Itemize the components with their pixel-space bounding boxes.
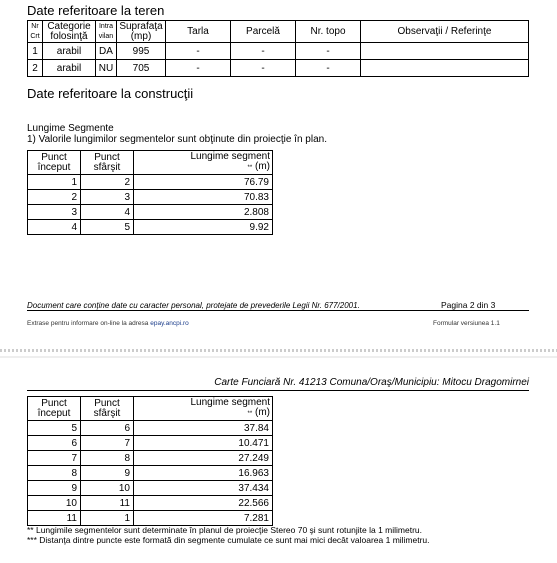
col-tarla: Tarla xyxy=(166,21,231,43)
segmente-note: 1) Valorile lungimilor segmentelor sunt obţinute din proiecţie în plan. xyxy=(27,134,327,145)
table-row: 6 7 10.471 xyxy=(28,436,273,451)
table-row: 10 11 22.566 xyxy=(28,496,273,511)
table-row: 5 6 37.84 xyxy=(28,421,273,436)
segmente-table-1 xyxy=(27,150,273,235)
col-parcela: Parcelă xyxy=(231,21,296,43)
table-row: 11 1 7.281 xyxy=(28,511,273,526)
page-separator-shadow xyxy=(0,356,557,358)
col-punct-inceput: Punct început xyxy=(28,151,81,175)
col-suprafata: Suprafaţa (mp) xyxy=(117,21,166,43)
teren-table xyxy=(27,20,529,77)
table-row: 1 2 76.79 xyxy=(28,175,273,190)
table-row: 3 4 2.808 xyxy=(28,205,273,220)
header-rule xyxy=(27,390,529,391)
col-punct-inceput: Punct început xyxy=(28,397,81,421)
footnote-2: *** Distanţa dintre puncte este formată din segmente cumulate ce sunt mai mici decât valoarea 1 milimetru. xyxy=(27,535,430,545)
confidential-note: Document care conţine date cu caracter personal, protejate de prevederile Legii Nr. 677/2001. xyxy=(27,301,360,310)
segmente-table-2 xyxy=(27,396,273,526)
constructii-heading: Date referitoare la construcţii xyxy=(27,86,194,101)
col-categorie: Categorie folosinţă xyxy=(43,21,96,43)
col-intravilan: Intra vilan xyxy=(96,21,117,43)
table-row: 8 9 16.963 xyxy=(28,466,273,481)
col-observatii: Observaţii / Referinţe xyxy=(361,21,529,43)
col-lungime: Lungime segment ** (m) xyxy=(134,151,273,175)
col-nr-crt: Nr Crt xyxy=(28,21,43,43)
epay-link[interactable]: epay.ancpi.ro xyxy=(150,320,189,327)
formular-version: Formular versiunea 1.1 xyxy=(433,320,500,327)
page-number: Pagina 2 din 3 xyxy=(441,300,496,310)
teren-heading: Date referitoare la teren xyxy=(27,3,165,18)
footnote-1: ** Lungimile segmentelor sunt determinate în planul de proiecţie Stereo 70 şi sunt rotunjite la 1 milimetru. xyxy=(27,525,422,535)
table-row: 2 arabil NU 705 - - - xyxy=(28,60,529,77)
extras-note: Extrase pentru informare on-line la adresa epay.ancpi.ro xyxy=(27,320,189,327)
page-separator xyxy=(0,349,557,352)
col-punct-sfarsit: Punct sfârşit xyxy=(81,151,134,175)
page-header: Carte Funciară Nr. 41213 Comuna/Oraş/Municipiu: Mitocu Dragomirnei xyxy=(214,377,529,388)
col-punct-sfarsit: Punct sfârşit xyxy=(81,397,134,421)
segmente-title: Lungime Segmente xyxy=(27,123,114,134)
table-row: 4 5 9.92 xyxy=(28,220,273,235)
table-row: 2 3 70.83 xyxy=(28,190,273,205)
footer-rule xyxy=(27,310,529,311)
table-row: 1 arabil DA 995 - - - xyxy=(28,43,529,60)
table-row: 9 10 37.434 xyxy=(28,481,273,496)
col-nr-topo: Nr. topo xyxy=(296,21,361,43)
table-row: 7 8 27.249 xyxy=(28,451,273,466)
col-lungime: Lungime segment ** (m) xyxy=(134,397,273,421)
